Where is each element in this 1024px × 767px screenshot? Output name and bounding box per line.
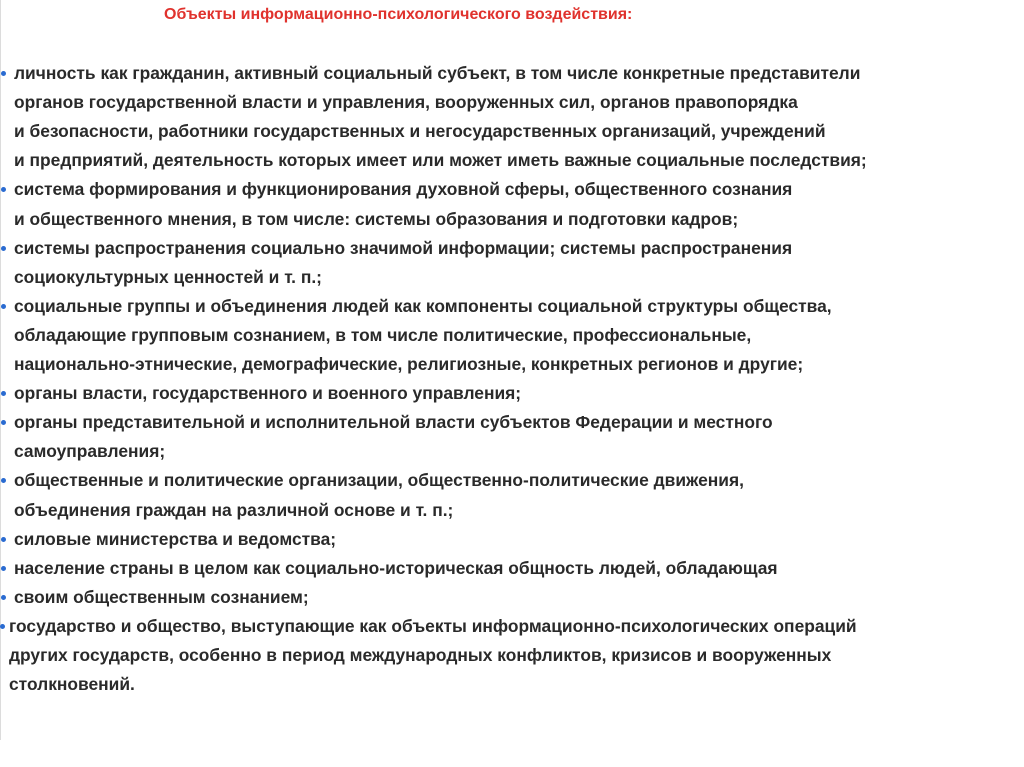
- list-item-continuation: и безопасности, работники государственных и негосударственных организаций, учреждений: [14, 121, 826, 142]
- list-item-continuation: социокультурных ценностей и т. п.;: [14, 266, 322, 287]
- bullet-icon: [1, 187, 6, 192]
- list-item-text: своим общественным сознанием;: [14, 586, 309, 607]
- list-item-continuation: и предприятий, деятельность которых имеет или может иметь важные социальные последствия;: [14, 150, 867, 171]
- list-item-text: система формирования и функционирования духовной сферы, общественного сознания: [14, 179, 793, 200]
- list-item-continuation: других государств, особенно в период международных конфликтов, кризисов и вооруженных: [9, 645, 832, 665]
- list-item-continuation: национально-этнические, демографические, религиозные, конкретных регионов и другие;: [14, 354, 804, 374]
- bullet-icon: [1, 478, 6, 483]
- bullet-icon: [1, 420, 6, 425]
- bullet-icon: [1, 246, 6, 251]
- list-item-continuation: органов государственной власти и управления, вооруженных сил, органов правопорядка: [14, 92, 798, 113]
- bullet-icon: [1, 391, 6, 396]
- bullet-icon: [1, 537, 6, 542]
- list-item-text: государство и общество, выступающие как объекты информационно-психологических операций: [9, 615, 857, 636]
- list-item-continuation: объединения граждан на различной основе и т. п.;: [14, 499, 454, 520]
- slide-edge-divider: [0, 0, 1, 740]
- slide-title: Объекты информационно-психологического воздействия:: [164, 6, 633, 23]
- list-item-text: органы власти, государственного и военного управления;: [14, 383, 522, 404]
- list-item-text: общественные и политические организации, общественно-политические движения,: [14, 470, 744, 491]
- bullet-icon: [0, 624, 5, 629]
- list-item-text: системы распространения социально значимой информации; системы распространения: [14, 237, 793, 258]
- list-item-text: органы представительной и исполнительной власти субъектов Федерации и местного: [14, 412, 773, 433]
- list-item-continuation: столкновений.: [9, 674, 135, 695]
- bullet-icon: [1, 566, 6, 571]
- list-item-text: силовые министерства и ведомства;: [14, 528, 337, 549]
- list-item-text: социальные группы и объединения людей как компоненты социальной структуры общества,: [14, 295, 832, 316]
- bullet-icon: [1, 71, 6, 76]
- list-item-continuation: и общественного мнения, в том числе: системы образования и подготовки кадров;: [14, 208, 739, 229]
- bullet-icon: [1, 595, 6, 600]
- list-item-continuation: обладающие групповым сознанием, в том числе политические, профессиональные,: [14, 324, 752, 345]
- list-item-continuation: самоуправления;: [14, 441, 166, 462]
- bullet-icon: [1, 304, 6, 309]
- list-item-text: личность как гражданин, активный социальный субъект, в том числе конкретные представители: [14, 63, 861, 83]
- list-item-text: население страны в целом как социально-историческая общность людей, обладающая: [14, 557, 778, 578]
